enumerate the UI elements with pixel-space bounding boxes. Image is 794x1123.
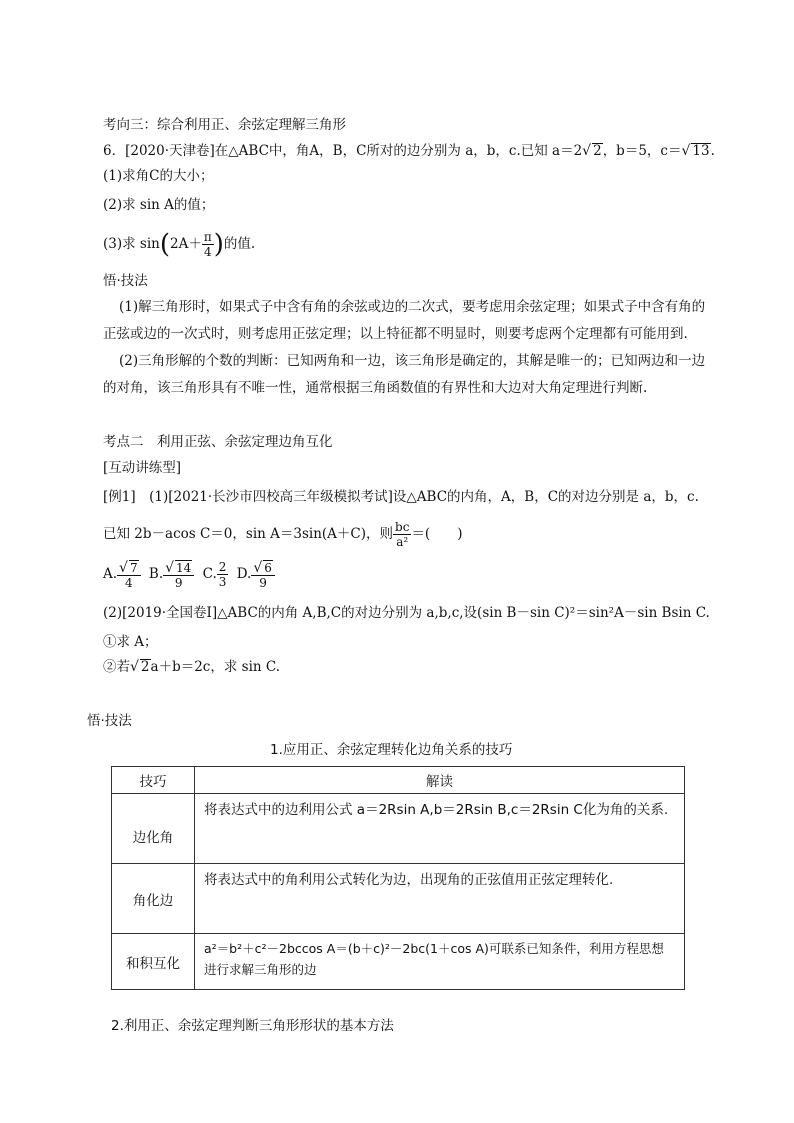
- table-row: [112, 864, 685, 934]
- tips-para-1-line-2: 正弦或边的一次式时，则考虑用正弦定理；以上特征都不明显时，则要考虑两个定理都有可能用到.: [103, 326, 688, 342]
- key-point-title: 考点二 利用正弦、余弦定理边角互化: [103, 434, 333, 450]
- tips-para-2-line-1: (2)三角形解的个数的判断：已知两角和一边，该三角形是确定的，其解是唯一的；已知两边和一边: [119, 353, 706, 369]
- header-explanation: 解读: [195, 767, 685, 794]
- section-2-title: 2.利用正、余弦定理判断三角形形状的基本方法: [111, 1018, 394, 1034]
- question-6-head: 6．[2020·天津卷]在△ABC中，角A，B，C所对的边分别为 a，b，c.已知 a＝2: [103, 143, 583, 159]
- table-row: [112, 934, 685, 990]
- option-d: D. $\frac{√ 6}{9}$: [237, 566, 275, 582]
- row-explanation: 将表达式中的角利用公式转化为边，出现角的正弦值用正弦定理转化.: [195, 864, 685, 934]
- tips-para-1-line-1: (1)解三角形时，如果式子中含有角的余弦或边的二次式，要考虑用余弦定理；如果式子中含有角的: [119, 299, 706, 315]
- option-a: A. $\frac{√ 7}{4}$: [103, 566, 141, 582]
- radicand-c: 13: [692, 143, 710, 159]
- tips-title: 悟·技法: [103, 273, 148, 289]
- question-6-b: ，b＝5，c＝: [602, 143, 682, 159]
- radicand-a: 2: [593, 143, 602, 159]
- row-skill: 边化角: [112, 794, 195, 864]
- fraction-bc-over-a2: $\frac{bc}{\text{a²}}$: [395, 520, 410, 549]
- example-1-part-2: (2)[2019·全国卷Ⅰ]△ABC的内角 A,B,C的对边分别为 a,b,c,设(sin B－sin C)²＝sin²A－sin Bsin C.: [103, 605, 710, 621]
- section-title: 考向三：综合利用正、余弦定理解三角形: [103, 117, 346, 133]
- question-6-part-3: (3)求 sin(2A＋ $\frac{\pi}{4}$ )的值.: [103, 229, 256, 260]
- key-point-type: [互动讲练型]: [103, 460, 182, 476]
- example-1-options: [103, 556, 275, 592]
- row-skill: 角化边: [112, 864, 195, 934]
- tips-para-2-line-2: 的对角，该三角形具有不唯一性，通常根据三角函数值的有界性和大边对大角定理进行判断.: [103, 380, 648, 396]
- option-b: B. $\frac{√ 14}{9}$: [149, 566, 194, 582]
- example-1-question-1: ①求 A；: [103, 634, 158, 650]
- tips-title-2: 悟·技法: [87, 713, 132, 729]
- table-caption: 1.应用正、余弦定理转化边角关系的技巧: [270, 742, 513, 758]
- header-skill: 技巧: [112, 767, 195, 794]
- question-6-part-2: (2)求 sin A的值；: [103, 197, 215, 213]
- row-explanation: 将表达式中的边利用公式 a＝2Rsin A,b＝2Rsin B,c＝2Rsin C化为角的关系.: [195, 794, 685, 864]
- techniques-table: [111, 766, 685, 990]
- row-skill: 和积互化: [112, 934, 195, 990]
- example-1-question-2: ②若√ 2a＋b＝2c，求 sin C.: [103, 659, 281, 675]
- example-1-line-1: [例1] (1)[2021·长沙市四校高三年级模拟考试]设△ABC的内角，A，B，C的对边分别是 a，b，c.: [103, 489, 699, 505]
- row-explanation: a²＝b²＋c²－2bccos A＝(b＋c)²－2bc(1＋cos A)可联系已知条件，利用方程思想 进行求解三角形的边: [195, 934, 685, 990]
- question-6-part-1: (1)求角C的大小；: [103, 168, 214, 184]
- fraction-pi-over-4: $\frac{\pi}{4}$: [203, 230, 212, 259]
- table-row: [112, 794, 685, 864]
- option-c: C. $\frac{2}{3}$: [202, 560, 227, 589]
- question-6-stem: 6．[2020·天津卷]在△ABC中，角A，B，C所对的边分别为 a，b，c.已知 a＝2√ 2，b＝5，c＝√ 13.: [103, 143, 715, 159]
- example-1-line-2: 已知 2b－acos C＝0，sin A＝3sin(A＋C)，则 $\frac{bc}{\text{a²}}$ ＝( ): [103, 520, 463, 549]
- table-header-row: [112, 767, 685, 794]
